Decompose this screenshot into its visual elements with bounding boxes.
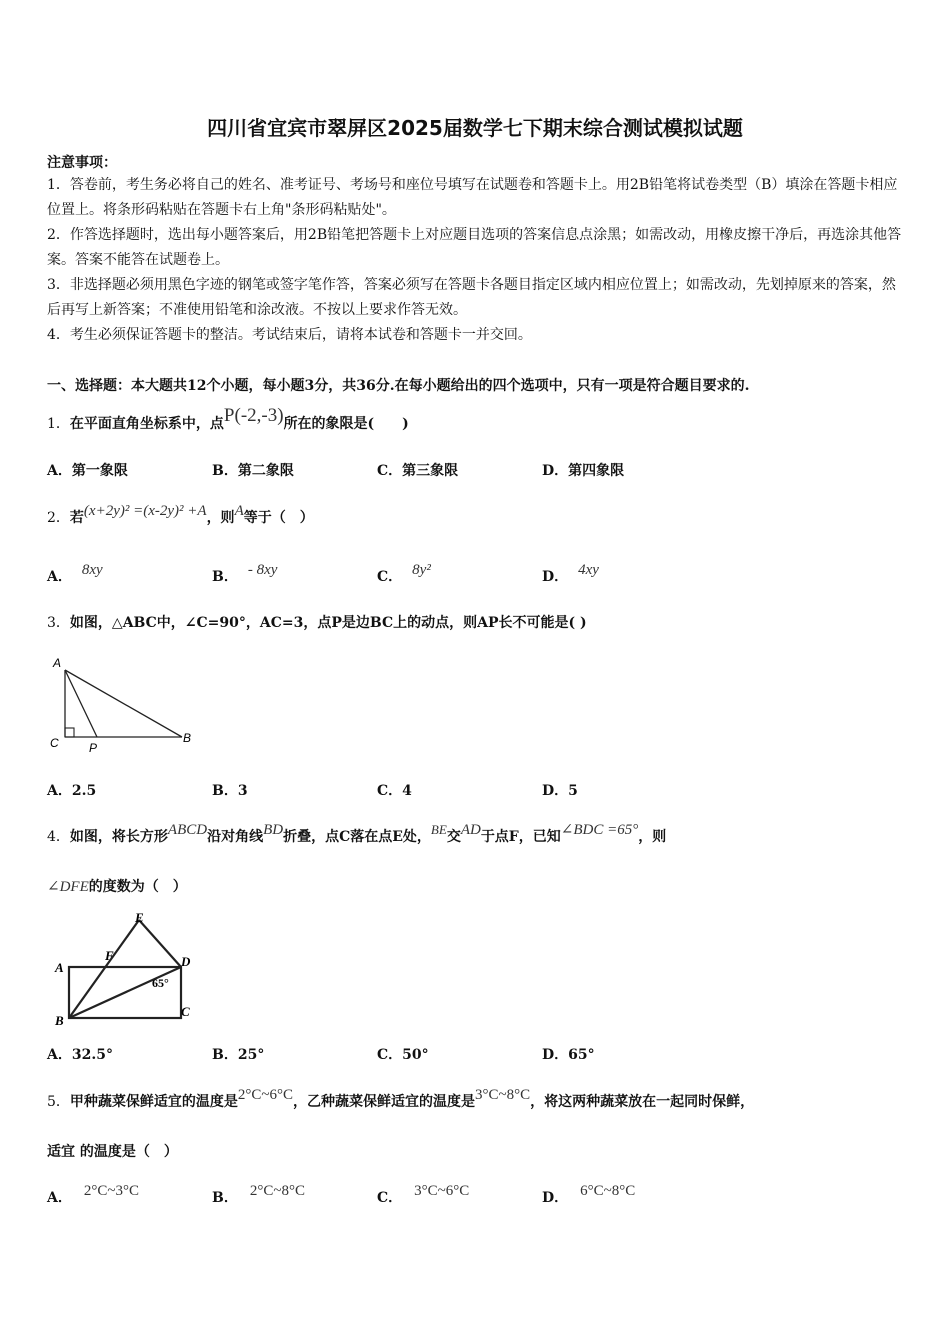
question-text: 的度数为（ ）	[88, 879, 187, 895]
math-expression: (x+2y)² =(x-2y)² +A	[83, 503, 207, 519]
math-expression: BE	[430, 822, 447, 837]
question-4-line-2	[47, 876, 187, 896]
math-expression: P(-2,-3)	[223, 405, 284, 426]
math-expression: ∠DFE	[47, 879, 89, 895]
label-e: E	[135, 910, 144, 925]
option-c[interactable]: C．50°	[377, 1047, 429, 1063]
option-a[interactable]: A．32.5°	[47, 1047, 113, 1063]
question-4	[47, 822, 667, 846]
math-expression: 3°C~8°C	[475, 1087, 531, 1103]
math-expression: BD	[263, 822, 284, 838]
rectangle-fold-figure	[47, 908, 207, 1028]
notice-item-2: 2．作答选择题时，选出每小题答案后，用2B铅笔把答题卡上对应题目选项的答案信息点涂黑；如需改动，用橡皮擦干净后，再选涂其他答案。答案不能答在试题卷上。	[47, 227, 902, 268]
question-1	[47, 405, 409, 434]
math-expression: ∠BDC =65°	[560, 822, 639, 838]
option-b[interactable]: B．3	[212, 783, 248, 799]
section-heading: 一、选择题：本大题共12个小题，每小题3分，共36分.在每小题给出的四个选项中，只有一项是符合题目要求的.	[47, 378, 750, 394]
question-text: 于点F，已知	[480, 829, 561, 845]
question-text: 若	[69, 510, 84, 526]
question-text: 所在的象限是( )	[283, 416, 409, 432]
question-5	[47, 1087, 755, 1111]
notice-heading: 注意事项：	[47, 155, 117, 171]
option-d[interactable]: D．5	[542, 783, 578, 799]
label-b: B	[183, 731, 192, 745]
question-text: 甲种蔬菜保鲜适宜的温度是	[69, 1094, 238, 1110]
option-b[interactable]: B． - 8xy	[212, 562, 278, 585]
option-a[interactable]: A． 2°C~3°C	[47, 1183, 139, 1206]
label-c: C	[181, 1004, 190, 1019]
option-d[interactable]: D．第四象限	[542, 463, 625, 479]
question-2	[47, 503, 314, 527]
math-expression: ABCD	[167, 822, 208, 838]
label-a: A	[53, 656, 62, 670]
option-c[interactable]: C． 3°C~6°C	[377, 1183, 470, 1206]
question-text: 等于（ ）	[243, 510, 314, 526]
question-text: ，则	[206, 510, 235, 526]
option-d[interactable]: D．65°	[542, 1047, 595, 1063]
option-b[interactable]: B．25°	[212, 1047, 265, 1063]
label-c: C	[50, 736, 59, 750]
question-text: 交	[446, 829, 461, 845]
question-text: 折叠，点C落在点E处，	[283, 829, 431, 845]
question-text: ，则	[638, 829, 667, 845]
option-d[interactable]: D． 4xy	[542, 562, 599, 585]
option-d[interactable]: D． 6°C~8°C	[542, 1183, 636, 1206]
angle-label: 65°	[152, 976, 169, 990]
triangle-figure	[47, 652, 207, 757]
question-number: 4．	[47, 829, 70, 845]
option-c[interactable]: C． 8y²	[377, 562, 431, 585]
math-expression: 2°C~6°C	[237, 1087, 294, 1103]
question-5-line-2: 适宜 的温度是（ ）	[47, 1144, 178, 1160]
option-a[interactable]: A．2.5	[47, 783, 97, 799]
question-text: ，乙种蔬菜保鲜适宜的温度是	[293, 1094, 476, 1110]
label-p: P	[89, 741, 98, 755]
page-title: 四川省宜宾市翠屏区2025届数学七下期末综合测试模拟试题	[207, 116, 743, 140]
question-text: 如图，△ABC中，∠C=90°，AC=3，点P是边BC上的动点，则AP长不可能是( )	[69, 615, 587, 631]
question-text: 如图，将长方形	[69, 829, 168, 845]
question-number: 3．	[47, 615, 70, 631]
question-3	[47, 612, 587, 632]
math-expression: AD	[460, 822, 481, 838]
math-variable: A	[234, 503, 244, 519]
option-a[interactable]: A．第一象限	[47, 463, 128, 479]
question-number: 5．	[47, 1094, 70, 1110]
option-c[interactable]: C．第三象限	[377, 463, 459, 479]
label-d: D	[181, 954, 191, 969]
question-text: ，将这两种蔬菜放在一起同时保鲜，	[530, 1094, 755, 1110]
option-b[interactable]: B．第二象限	[212, 463, 294, 479]
label-f: F	[105, 948, 114, 963]
question-number: 2．	[47, 510, 70, 526]
label-b: B	[55, 1013, 64, 1028]
question-number: 1．	[47, 416, 70, 432]
label-a: A	[55, 960, 64, 975]
notice-item-1: 1．答卷前，考生务必将自己的姓名、准考证号、考场号和座位号填写在试题卷和答题卡上。用2B铅笔将试卷类型（B）填涂在答题卡相应位置上。将条形码粘贴在答题卡右上角"条形码粘贴处"。	[47, 177, 898, 218]
option-b[interactable]: B． 2°C~8°C	[212, 1183, 305, 1206]
option-c[interactable]: C．4	[377, 783, 412, 799]
notice-item-3: 3．非选择题必须用黑色字迹的钢笔或签字笔作答，答案必须写在答题卡各题目指定区域内相应位置上；如需改动，先划掉原来的答案，然后再写上新答案；不准使用铅笔和涂改液。不按以上要求作答无效。	[47, 277, 896, 318]
notice-item-4: 4．考生必须保证答题卡的整洁。考试结束后，请将本试卷和答题卡一并交回。	[47, 327, 532, 343]
question-text: 在平面直角坐标系中，点	[69, 416, 224, 432]
question-text: 沿对角线	[207, 829, 264, 845]
option-a[interactable]: A． 8xy	[47, 562, 103, 585]
